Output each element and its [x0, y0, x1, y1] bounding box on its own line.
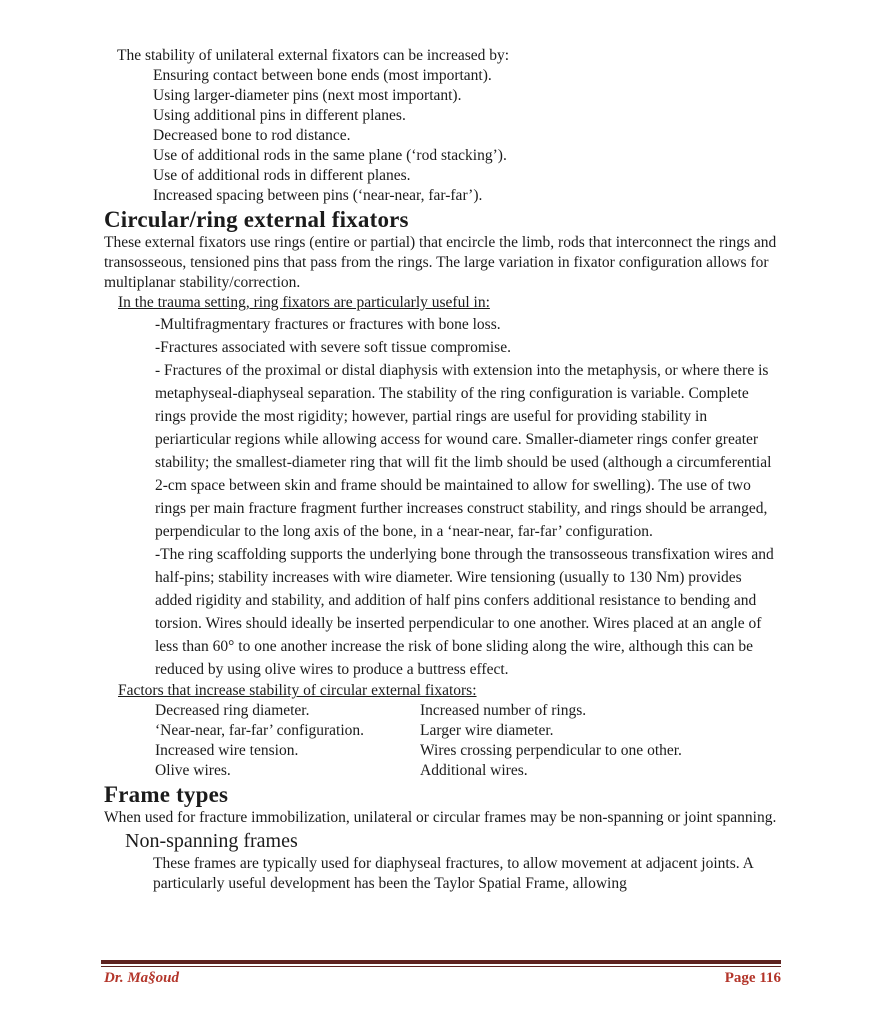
document-page	[104, 46, 781, 894]
factor-item: Olive wires.	[155, 762, 231, 779]
factor-item: Wires crossing perpendicular to one other.	[420, 742, 682, 759]
list-item: - Fractures of the proximal or distal diaphysis with extension into the metaphysis, or where there is metaphyseal-diaphyseal separation. The stability of the ring configuration is variable. Complete rings provide the most rigidity; however, partial rings are useful for providing stability in periarticular regions while allowing access for wound care. Smaller-diameter rings confer greater stability; the smallest-diameter ring that will fit the limb should be used (although a circumferential 2-cm space between skin and frame should be maintained to allow for swelling). The use of two rings per main fracture fragment further increases construct stability, and rings should be arranged, perpendicular to the long axis of the bone, in a ‘near-near, far-far’ configuration.	[155, 362, 772, 540]
list-item: Using additional pins in different planes.	[153, 107, 406, 124]
list-item: Use of additional rods in different planes.	[153, 167, 411, 184]
subsection-title-non-spanning-frames: Non-spanning frames	[125, 830, 298, 852]
section-title-frame-types: Frame types	[104, 782, 229, 807]
intro-list	[104, 66, 781, 206]
stability-factors-heading: Factors that increase stability of circular external fixators:	[118, 682, 477, 699]
footer-author: Dr. Ma§oud	[104, 970, 180, 986]
list-item: Ensuring contact between bone ends (most important).	[153, 67, 492, 84]
list-item: -Fractures associated with severe soft tissue compromise.	[155, 339, 511, 356]
factor-item: Decreased ring diameter.	[155, 702, 310, 719]
trauma-uses-list	[104, 313, 781, 681]
list-item: -Multifragmentary fractures or fractures with bone loss.	[155, 316, 501, 333]
factor-item: ‘Near-near, far-far’ configuration.	[155, 722, 365, 739]
list-item: Increased spacing between pins (‘near-near, far-far’).	[153, 187, 483, 204]
factor-item: Larger wire diameter.	[420, 722, 554, 739]
footer-text-row	[101, 967, 781, 987]
factor-item: Increased wire tension.	[155, 742, 299, 759]
list-item: -The ring scaffolding supports the underlying bone through the transosseous transfixation wires and half-pins; stability increases with wire diameter. Wire tensioning (usually to 130 Nm) provides added rigidity and stability, and addition of half pins confers additional resistance to bending and torsion. Wires should ideally be inserted perpendicular to one another. Wires placed at an angle of less than 60° to one another increase the risk of bone sliding along the wire, although this can be reduced by using olive wires to produce a buttress effect.	[155, 546, 774, 678]
list-item: Decreased bone to rod distance.	[153, 127, 351, 144]
footer-divider	[101, 960, 781, 967]
intro-heading: The stability of unilateral external fixators can be increased by:	[117, 47, 510, 64]
circular-intro-paragraph: These external fixators use rings (entire or partial) that encircle the limb, rods that interconnect the rings and transosseous, tensioned pins that pass from the rings. The large variation in fixator configuration allows for multiplanar stability/correction.	[104, 234, 777, 291]
list-item: Use of additional rods in the same plane (‘rod stacking’).	[153, 147, 507, 164]
trauma-setting-heading: In the trauma setting, ring fixators are particularly useful in:	[118, 294, 490, 311]
factor-item: Increased number of rings.	[420, 702, 587, 719]
section-title-circular-ring-external-fixators: Circular/ring external fixators	[104, 207, 409, 232]
footer-page-number: Page 116	[724, 970, 781, 986]
page-footer	[101, 960, 781, 987]
list-item: Using larger-diameter pins (next most important).	[153, 87, 462, 104]
stability-factors-columns	[104, 701, 781, 781]
non-spanning-paragraph: These frames are typically used for diaphyseal fractures, to allow movement at adjacent joints. A particularly useful development has been the Taylor Spatial Frame, allowing	[153, 855, 753, 892]
factor-item: Additional wires.	[420, 762, 528, 779]
frame-types-paragraph: When used for fracture immobilization, unilateral or circular frames may be non-spanning or joint spanning.	[104, 809, 777, 826]
